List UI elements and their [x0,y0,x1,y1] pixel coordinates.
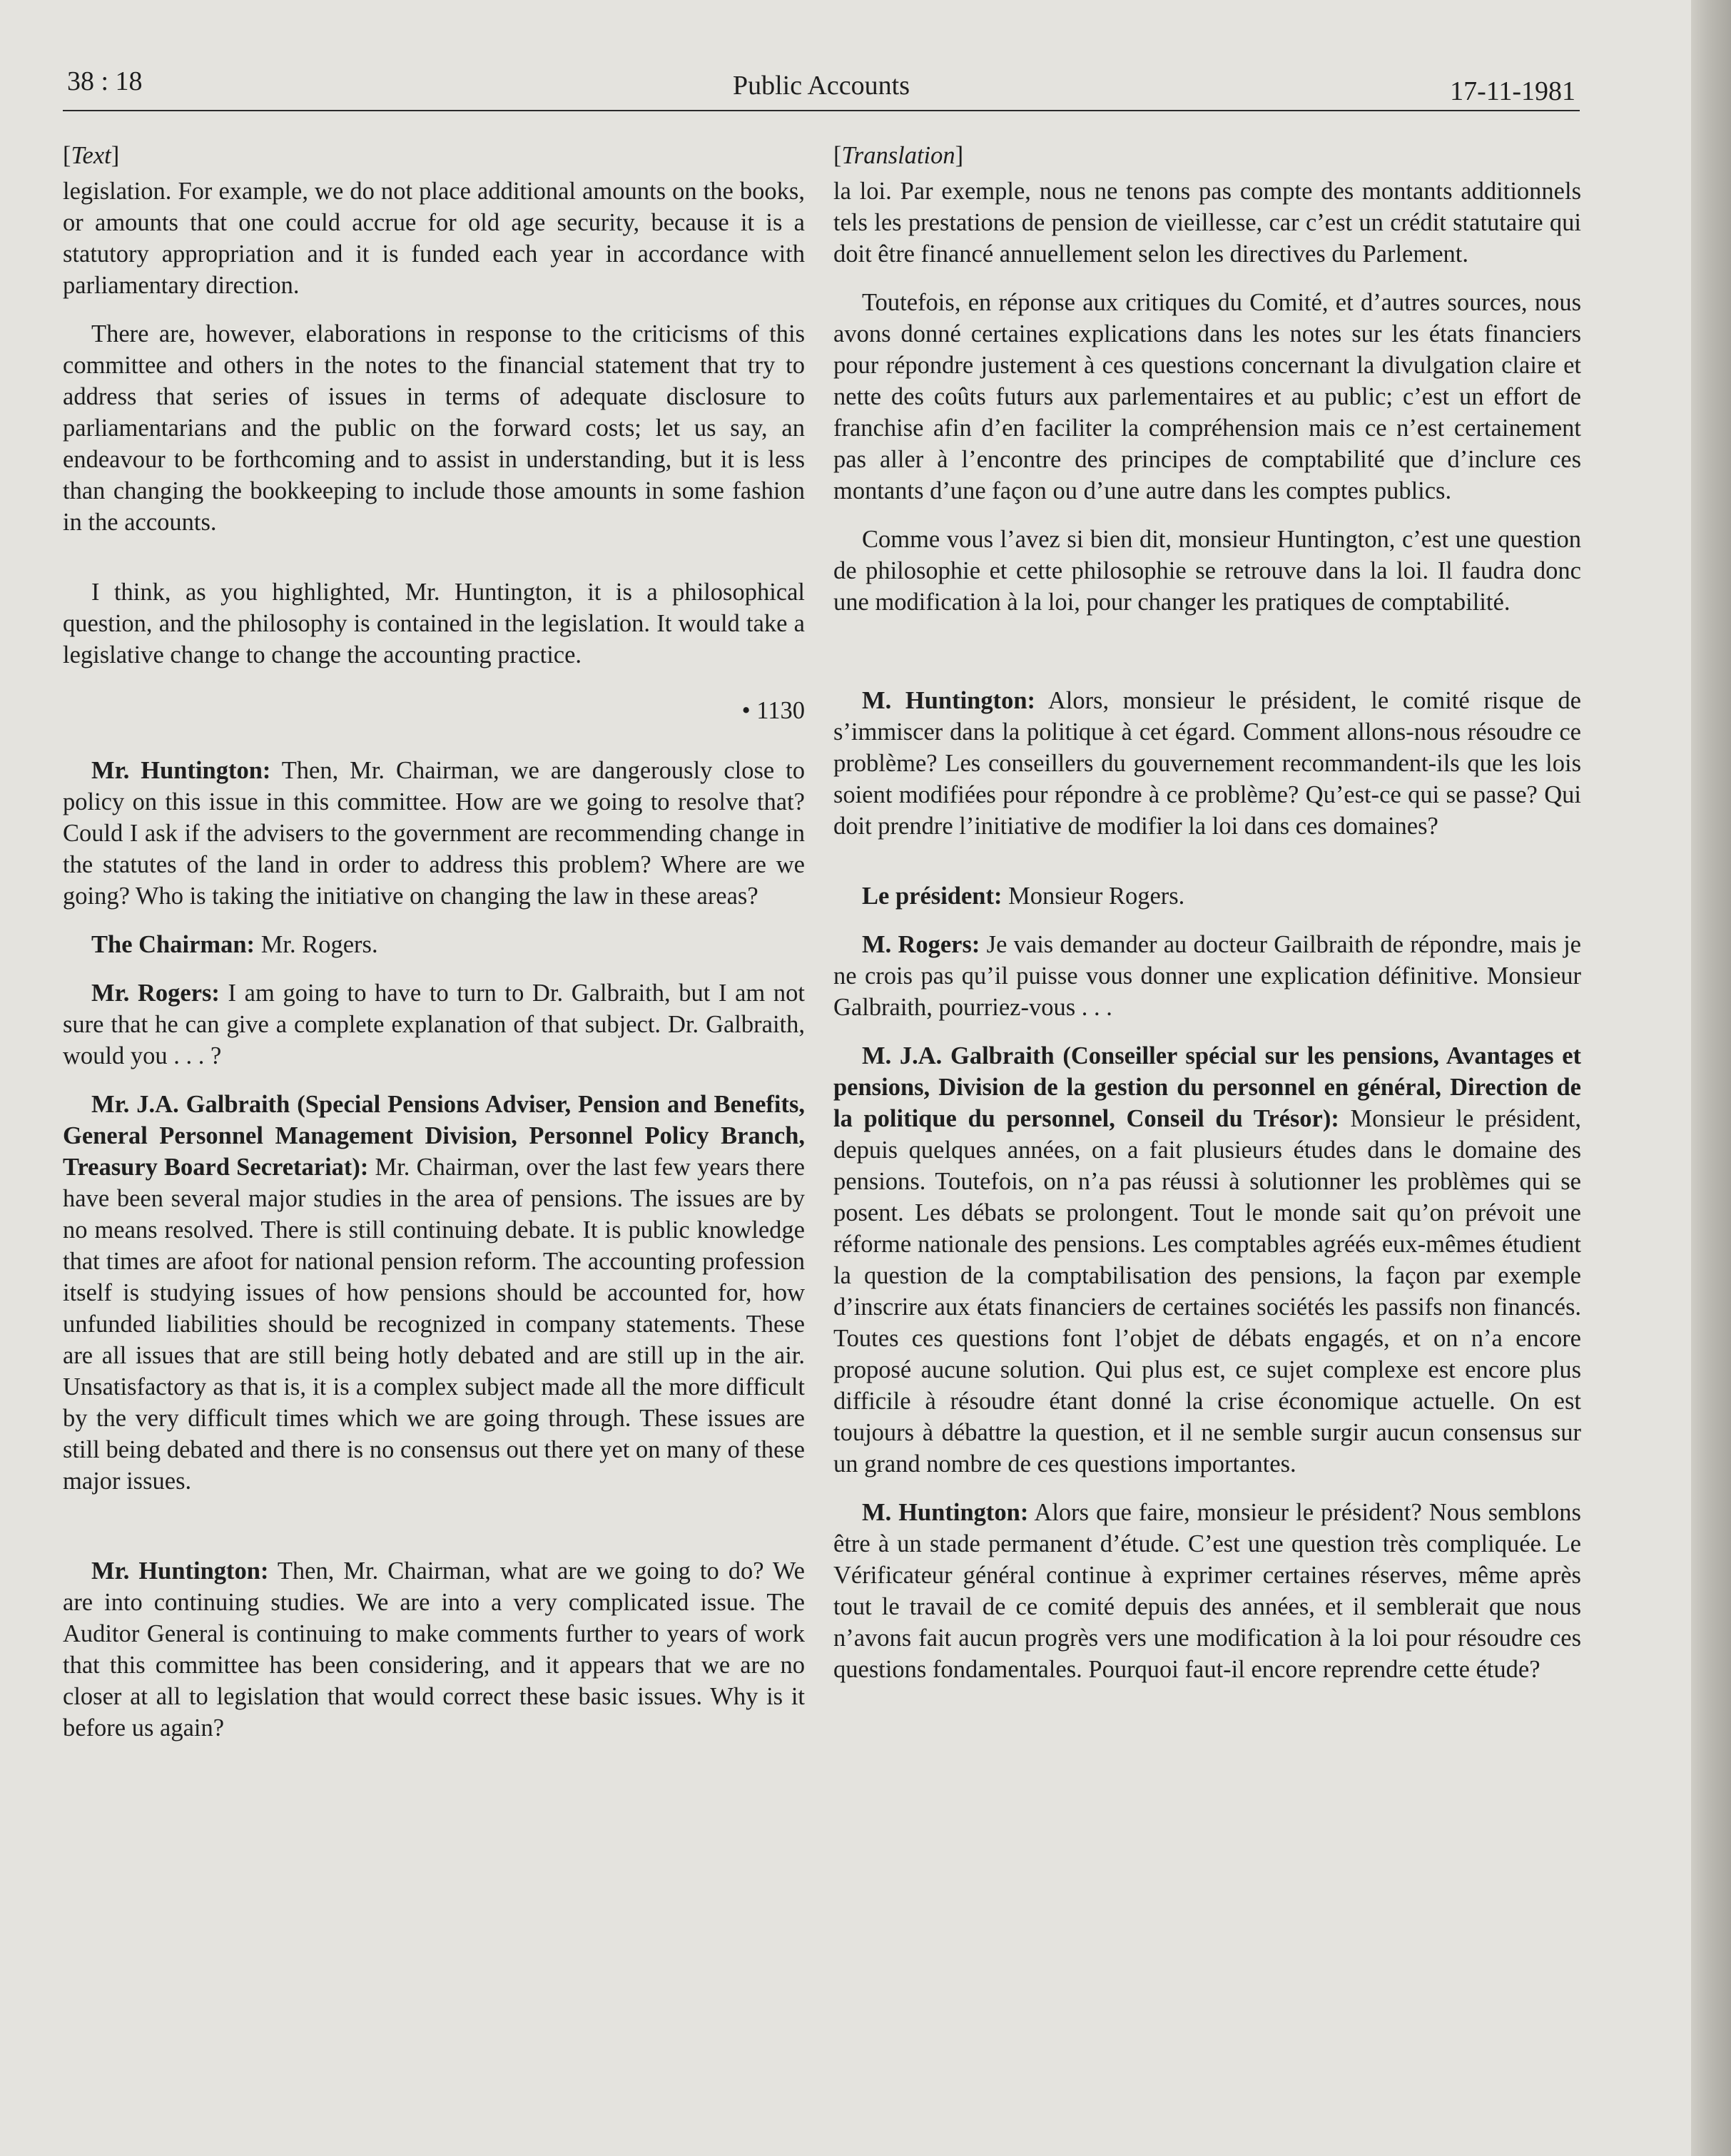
speech: Mr. Rogers: I am going to have to turn to Dr. Galbraith, but I am not sure that he can give a complete explanation of that subject. Dr. Galbraith, would you . . . ? [63,980,805,1069]
speaker: Le président: [862,883,1002,910]
paragraph: la loi. Par exemple, nous ne tenons pas compte des montants additionnels tels les prestations de pension de vieillesse, car c’est un crédit statutaire qui doit être financé annuellement selon les directives du Parlement. [833,178,1581,268]
english-column [63,140,805,1761]
speech: M. J.A. Galbraith (Conseiller spécial sur les pensions, Avantages et pensions, Division de la gestion du personnel en général, Direction de la politique du personnel, Conseil du Trésor): Monsieur le président, depuis quelques années, on a fait plusieurs études dans le domaine des pensions. Toutefois, on n’a pas réussi à solutionner les problèmes qui se posent. Les débats se prolongent. Tout le monde sait qu’on prévoit une réforme nationale des pensions. Les comptables agréés eux-mêmes étudient la question de la comptabilisation des pensions, la façon par exemple d’inscrire aux états financiers de certaines sociétés les passifs non financés. Toutes ces questions font l’objet de débats engagés, et on n’a encore proposé aucune solution. Qui plus est, ce sujet complexe est encore plus difficile à résoudre étant donné la crise économique actuelle. On est toujours à débattre la question, et il ne semble surgir aucun consensus sur un grand nombre de ces questions importantes. [833,1042,1581,1478]
speaker: M. Huntington: [862,687,1036,714]
speech: The Chairman: Mr. Rogers. [91,931,378,958]
page-edge [1691,0,1731,2156]
speaker: M. Huntington: [862,1499,1029,1526]
speech: Mr. Huntington: Then, Mr. Chairman, what are we going to do? We are into continuing studies. We are into a very complicated issue. The Auditor General is continuing to make comments further to years of work that this committee has been considering, and it appears that we are no closer at all to legislation that would correct these basic issues. Why is it before us again? [63,1557,805,1741]
speech: M. Huntington: Alors que faire, monsieur le président? Nous semblons être à un stade permanent d’étude. C’est une question très compliquée. Le Vérificateur général continue à exprimer certaines réserves, même après tout le travail de ce comité depuis des années, et il semblerait que nous n’avons fait aucun progrès vers une modification à la loi pour résoudre ces questions fondamentales. Pourquoi faut-il encore reprendre cette étude? [833,1499,1581,1683]
journal-title: Public Accounts [732,71,910,101]
page-number: 38 : 18 [67,66,143,96]
speaker: Mr. Huntington: [91,757,271,784]
running-header [63,66,1580,111]
translation-tag: [Translation] [833,142,964,169]
speech: Mr. Huntington: Then, Mr. Chairman, we are dangerously close to policy on this issue in this committee. How are we going to resolve that? Could I ask if the advisers to the government are recommending change in the statutes of the land in order to address this problem? Where are we going? Who is taking the initiative on changing the law in these areas? [63,757,805,910]
speaker: M. J.A. Galbraith (Conseiller spécial sur les pensions, Avantages et pensions, Division de la gestion du personnel en général, Direction de la politique du personnel, Conseil du Trésor): [833,1042,1581,1132]
time-marker: • 1130 [741,697,805,724]
paragraph: legislation. For example, we do not place additional amounts on the books, or amounts that one could accrue for old age security, because it is a statutory appropriation and it is funded each year in accordance with parliamentary direction. [63,178,805,299]
date: 17-11-1981 [1450,76,1575,106]
text-tag: [Text] [63,142,120,169]
speaker: Mr. Rogers: [91,980,220,1007]
speech: Le président: Monsieur Rogers. [862,883,1185,910]
speech: M. Huntington: Alors, monsieur le président, le comité risque de s’immiscer dans la politique à cet égard. Comment allons-nous résoudre ce problème? Les conseillers du gouvernement recommandent-ils que les lois soient modifiées pour répondre à ce problème? Qu’est-ce qui se passe? Qui doit prendre l’initiative de modifier la loi dans ces domaines? [833,687,1581,840]
speaker: Mr. Huntington: [91,1557,269,1585]
paragraph: Comme vous l’avez si bien dit, monsieur Huntington, c’est une question de philosophie et cette philosophie se retrouve dans la loi. Il faudra donc une modification à la loi, pour changer les pratiques de comptabilité. [833,526,1581,616]
speech: M. Rogers: Je vais demander au docteur Gailbraith de répondre, mais je ne crois pas qu’il puisse vous donner une explication définitive. Monsieur Galbraith, pourriez-vous . . . [833,931,1581,1021]
speaker: The Chairman: [91,931,255,958]
speaker: Mr. J.A. Galbraith (Special Pensions Adviser, Pension and Benefits, General Personnel Management Division, Personnel Policy Branch, Treasury Board Secretariat): [63,1091,805,1181]
paragraph: I think, as you highlighted, Mr. Huntington, it is a philosophical question, and the philosophy is contained in the legislation. It would take a legislative change to change the accounting practice. [63,579,805,668]
paragraph: There are, however, elaborations in response to the criticisms of this committee and others in the notes to the financial statement that try to address that series of issues in terms of adequate disclosure to parliamentarians and the public on the forward costs; let us say, an endeavour to be forthcoming and to assist in understanding, but it is less than changing the bookkeeping to include those amounts in some fashion in the accounts. [63,320,805,536]
paragraph: Toutefois, en réponse aux critiques du Comité, et d’autres sources, nous avons donné certaines explications dans les notes sur les états financiers pour répondre justement à ces questions concernant la divulgation claire et nette des coûts futurs aux parlementaires et au public; c’est un effort de franchise afin d’en faciliter la compréhension mais ce n’est certainement pas aller à l’encontre des principes de comptabilité que d’inclure ces montants d’une façon ou d’une autre dans les comptes publics. [833,289,1581,504]
speaker: M. Rogers: [862,931,980,958]
french-column [833,140,1581,1702]
speech: Mr. J.A. Galbraith (Special Pensions Adviser, Pension and Benefits, General Personnel Management Division, Personnel Policy Branch, Treasury Board Secretariat): Mr. Chairman, over the last few years there have been several major studies in the area of pensions. The issues are by no means resolved. There is still continuing debate. It is public knowledge that times are afoot for national pension reform. The accounting profession itself is studying issues of how pensions should be accounted for, how unfunded liabilities should be recognized in company statements. These are all issues that are still being hotly debated and are still up in the air. Unsatisfactory as that is, it is a complex subject made all the more difficult by the very difficult times which we are going through. These issues are still being debated and there is no consensus out there yet on many of these major issues. [63,1091,805,1495]
